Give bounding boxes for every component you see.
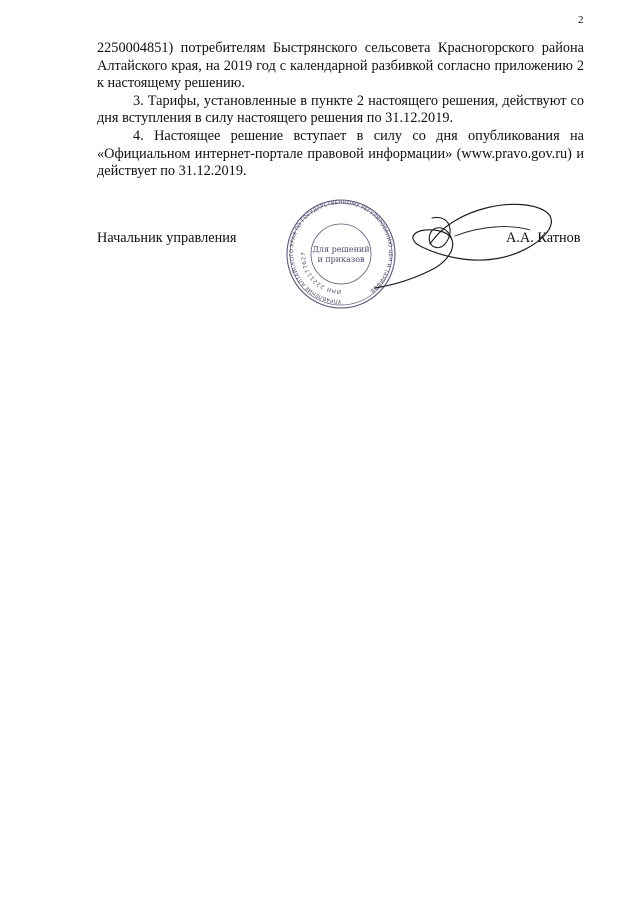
paragraph-continuation: 2250004851) потребителям Быстрянского сельсовета Красногорского района Алтайского края, на 2019 год с календарной разбивкой согласно приложению 2 к настоящему решению. [97,40,584,92]
stamp-center-line-1: Для решений [312,245,370,254]
paragraph-3: 3. Тарифы, установленные в пункте 2 настоящего решения, действуют со дня вступления в силу настоящего решения по 31.12.2019. [97,92,584,127]
paragraph-4: 4. Настоящее решение вступает в силу со дня опубликования на «Официальном интернет-портале правовой информации» (www.pravo.gov.ru) и действует по 31.12.2019. [97,127,584,180]
signatory-title: Начальник управления [97,230,237,246]
stamp-center-line-2: и приказов [317,255,365,264]
page-number: 2 [578,14,584,26]
document-body [97,40,584,181]
stamp-outer-text: УПРАВЛЕНИЕ АЛТАЙСКОГО КРАЯ ПО ГОСУДАРСТВЕННОМУ РЕГУЛИРОВАНИЮ ЦЕН И ТАРИФОВ [289,199,394,305]
stamp-inn-text: ИНН 2221177627 [301,251,342,295]
handwritten-signature [360,196,560,291]
signatory-name: А.А. Катнов [506,230,581,246]
